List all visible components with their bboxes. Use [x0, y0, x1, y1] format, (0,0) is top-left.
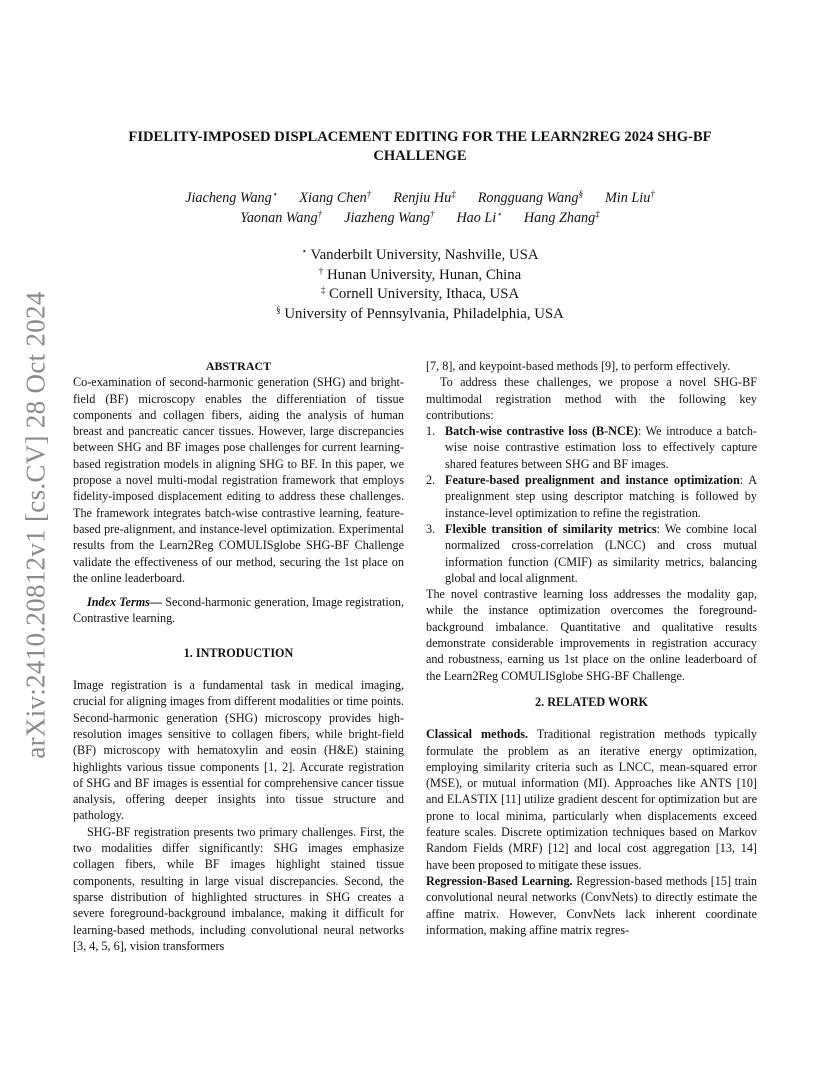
classical-methods-text: Traditional registration methods typically formulate the problem as an iterative energy optimization, employing similarity criteria such as LNCC, mean-squared error (MSE), or mutual information (MI). Approaches like ANTS [10] and ELASTIX [11] utilize gradient descent for optimization but are prone to local minima, particularly when displacements exceed feature scales. Discrete optimization techniques based on Markov Random Fields (MRF) [12] and local cost aggregation [13, 14] have been proposed to mitigate these issues. — [426, 727, 757, 872]
contribution-item — [426, 521, 757, 586]
contribution-title: Flexible transition of similarity metrics — [445, 521, 657, 536]
intro-heading: 1. INTRODUCTION — [183, 645, 294, 660]
contribution-text: : We combine local normalized cross-correlation (LNCC) and cross mutual information function (CMIF) as similarity metrics, balancing global and local alignment. — [445, 521, 757, 585]
contribution-number: 3. — [426, 521, 436, 536]
left-column — [73, 358, 404, 954]
abstract-heading: ABSTRACT — [205, 359, 272, 373]
author-mark: † — [366, 189, 372, 199]
index-terms-label: Index Terms— — [87, 595, 163, 610]
author-name: Min Liu† — [604, 189, 655, 206]
affiliation-text: Hunan University, Hunan, China — [323, 266, 522, 283]
intro-paragraph: Image registration is a fundamental task in medical imaging, crucial for aligning images from different modalities or time points. Second-harmonic generation (SHG) microscopy provides high-resolution images sensitive to collagen fibers, while bright-field (BF) microscopy with hematoxylin and eosin (H&E) staining highlights various tissue components [1, 2]. Accurate registration of SHG and BF images is essential for comprehensive cancer tissue analysis, offering deeper insights into tissue structure and pathology. — [73, 678, 404, 823]
affiliation-mark: ⋆ — [301, 246, 308, 256]
author-mark: ‡ — [451, 189, 456, 199]
affiliation-list — [80, 246, 760, 324]
author-name: Renjiu Hu‡ — [393, 189, 456, 206]
contribution-title: Batch-wise contrastive loss (B-NCE) — [445, 424, 638, 439]
affiliation — [80, 285, 760, 305]
affiliation — [80, 266, 760, 286]
paper-title — [80, 128, 760, 166]
author-mark: † — [317, 209, 323, 219]
body-paragraph: To address these challenges, we propose a novel SHG-BF multimodal registration method with the following key contributions: — [426, 375, 757, 422]
author-name: Jiazheng Wang† — [344, 209, 435, 226]
affiliation-text: Cornell University, Ithaca, USA — [325, 286, 520, 302]
author-mark: ‡ — [595, 209, 600, 219]
affiliation — [80, 246, 760, 266]
classical-methods-label: Classical methods. — [426, 727, 529, 742]
author-mark: ⋆ — [496, 209, 502, 219]
contribution-item — [426, 472, 757, 521]
author-name: Jiacheng Wang⋆ — [185, 189, 278, 206]
regression-text: Regression-based methods [15] train convolutional neural networks (ConvNets) to directly estimate the affine matrix. However, ConvNets lack inherent coordinate information, making affine matrix regres- — [426, 873, 758, 937]
contribution-item — [426, 423, 757, 472]
author-name: Rongguang Wang§ — [477, 189, 583, 206]
author-mark: † — [429, 209, 435, 219]
affiliation-mark: † — [318, 265, 324, 276]
affiliation-text: University of Pennsylvania, Philadelphia, USA — [280, 305, 564, 322]
classical-methods-paragraph — [426, 726, 757, 873]
affiliation-mark: § — [276, 304, 281, 315]
affiliation-mark: ‡ — [320, 285, 326, 295]
author-mark: ⋆ — [271, 189, 278, 199]
author-mark: § — [578, 189, 583, 199]
author-name: Xiang Chen† — [299, 189, 372, 206]
affiliation — [80, 305, 760, 325]
author-mark: † — [650, 189, 655, 199]
author-list — [80, 188, 760, 228]
contribution-list — [426, 423, 757, 586]
author-row — [80, 208, 760, 228]
intro-paragraph: SHG-BF registration presents two primary challenges. First, the two modalities differ significantly: SHG images emphasize collagen fibers, while BF images highlight stained tissue components, resulting in large visual discrepancies. Second, the sparse distribution of highlighted structures in SHG creates a severe foreground-background imbalance, making it difficult for learning-based methods, including convolutional neural networks [3, 4, 5, 6], vision transformers — [73, 824, 404, 953]
body-paragraph: The novel contrastive learning loss addresses the modality gap, while the instance optimization overcomes the foreground-background imbalance. Quantitative and qualitative results demonstrate considerable improvements in registration accuracy and robustness, earning us 1st place on the online leaderboard of the Learn2Reg COMULISglobe SHG-BF Challenge. — [426, 587, 757, 683]
author-name: Yaonan Wang† — [240, 209, 323, 226]
regression-paragraph — [426, 873, 757, 938]
affiliation-text: Vanderbilt University, Nashville, USA — [307, 247, 539, 263]
author-name: Hao Li⋆ — [456, 209, 502, 226]
contribution-text: : We introduce a batch-wise noise contrastive estimation loss to effectively capture shared features between SHG and BF images. — [445, 424, 757, 471]
title-line: FIDELITY-IMPOSED DISPLACEMENT EDITING FOR THE LEARN2REG 2024 SHG-BF — [128, 129, 712, 145]
related-work-heading: 2. RELATED WORK — [535, 694, 648, 709]
body-paragraph: [7, 8], and keypoint-based methods [9], to perform effectively. — [426, 359, 731, 373]
regression-label: Regression-Based Learning. — [426, 873, 573, 888]
index-terms-text: Second-harmonic generation, Image registration, Contrastive learning. — [73, 595, 404, 626]
index-terms — [73, 594, 404, 627]
author-row — [80, 188, 760, 208]
contribution-title: Feature-based prealignment and instance optimization — [445, 473, 740, 488]
right-column — [426, 358, 757, 938]
contribution-text: : A prealignment step using descriptor matching is followed by instance-level optimization to refine the registration. — [445, 473, 757, 520]
arxiv-watermark — [10, 290, 62, 760]
contribution-number: 2. — [426, 473, 436, 488]
title-line: CHALLENGE — [373, 148, 467, 164]
contribution-number: 1. — [426, 424, 436, 439]
abstract-text: Co-examination of second-harmonic generation (SHG) and bright-field (BF) microscopy enables the differentiation of tissue components and collagen fibers, aiding the analysis of human breast and pancreatic cancer tissues. However, large discrepancies between SHG and BF images pose challenges for current learning-based registration models in aligning SHG to BF. In this paper, we propose a novel multi-modal registration framework that employs fidelity-imposed displacement editing to address these challenges. The framework integrates batch-wise contrastive learning, feature-based pre-alignment, and instance-level optimization. Experimental results from the Learn2Reg COMULISglobe SHG-BF Challenge validate the effectiveness of our method, securing the 1st place on the online leaderboard. — [73, 375, 404, 585]
arxiv-id: arXiv:2410.20812v1 [cs.CV] 28 Oct 2024 — [20, 291, 51, 759]
author-name: Hang Zhang‡ — [523, 209, 600, 226]
